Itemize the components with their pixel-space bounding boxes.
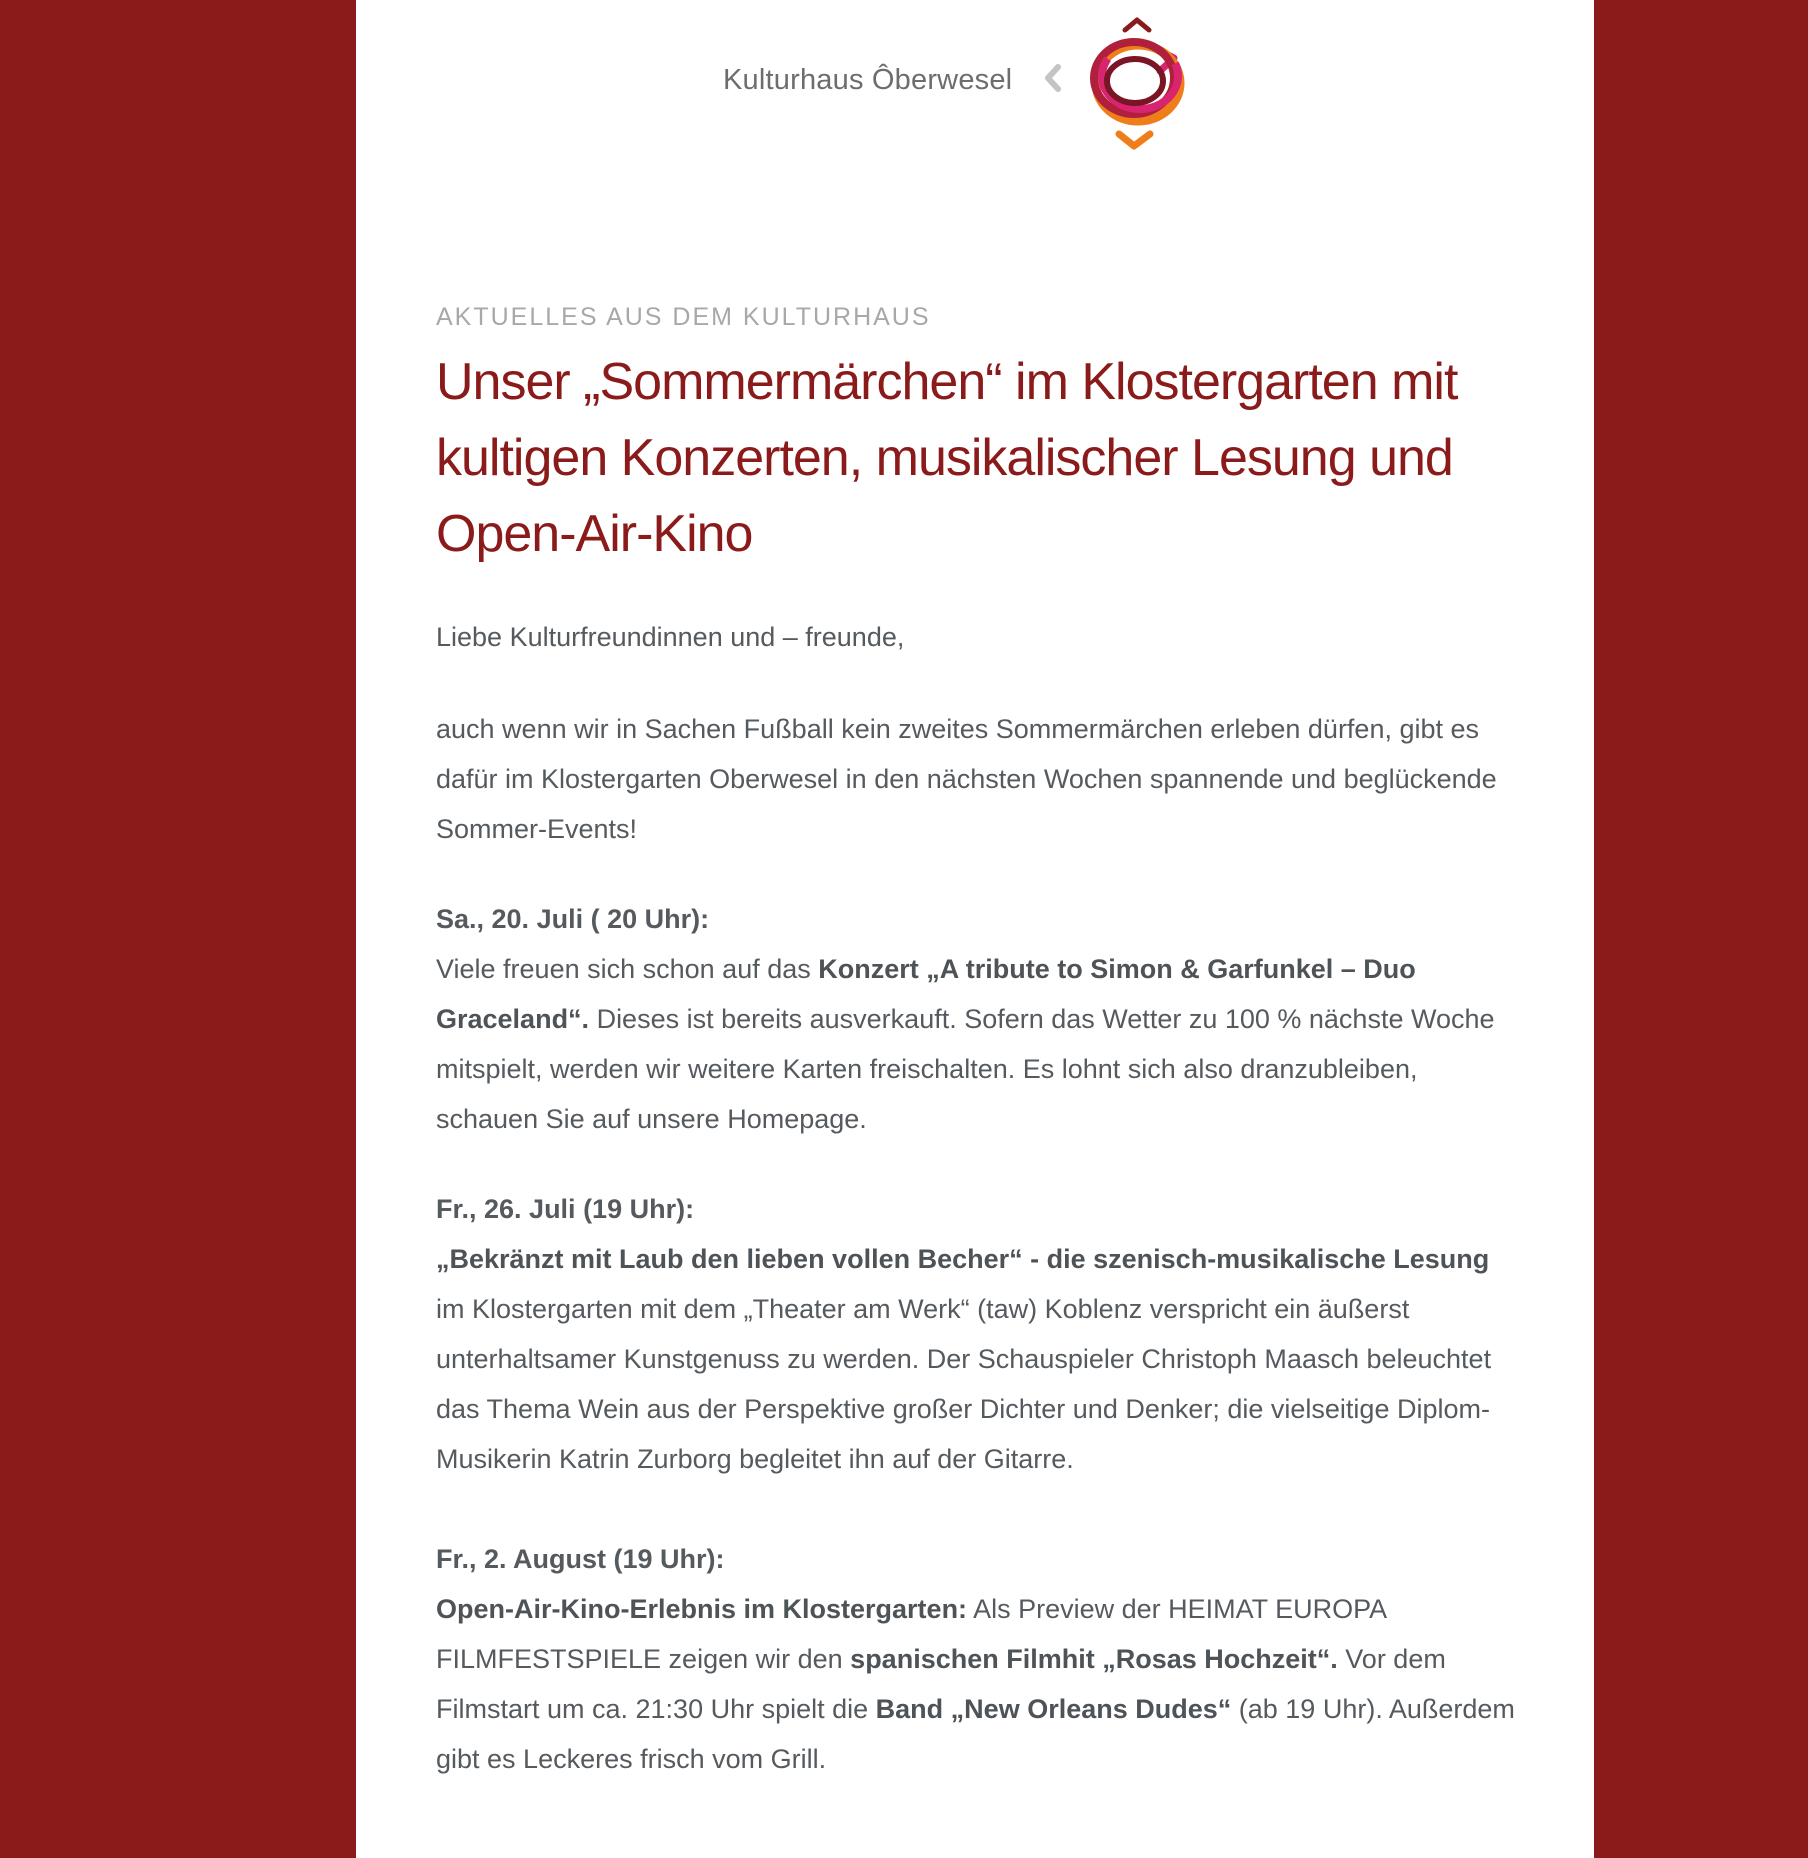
event-2-title: „Bekränzt mit Laub den lieben vollen Becher“ - die szenisch-musikalische Lesung	[436, 1244, 1490, 1274]
event-2-date: Fr., 26. Juli (19 Uhr):	[436, 1194, 695, 1224]
logo[interactable]	[356, 0, 1594, 170]
logo-wordmark: Kulturhaus Ôberwesel	[723, 64, 1013, 96]
article	[436, 300, 1516, 1784]
event-3-date: Fr., 2. August (19 Uhr):	[436, 1544, 725, 1574]
greeting: Liebe Kulturfreundinnen und – freunde,	[436, 622, 905, 652]
event-1-description	[436, 944, 1516, 1144]
event-3-band: Band „New Orleans Dudes“	[875, 1694, 1232, 1724]
event-1-text: Viele freuen sich schon auf das	[436, 954, 819, 984]
article-kicker: AKTUELLES AUS DEM KULTURHAUS	[436, 303, 931, 331]
event-3-text-end: (ab 19 Uhr). Außerdem gibt es Leckeres frisch vom Grill.	[436, 1694, 1515, 1774]
event-3-description	[436, 1584, 1516, 1784]
event-1-text-cont: Dieses ist bereits ausverkauft. Sofern das Wetter zu 100 % nächste Woche mitspielt, werden wir weitere Karten freischalten. Es lohnt sich also dranzubleiben, schauen Sie auf unsere Homepage.	[436, 1004, 1495, 1134]
intro-paragraph: auch wenn wir in Sachen Fußball kein zweites Sommermärchen erleben dürfen, gibt es dafür im Klostergarten Oberwesel in den nächsten Wochen spannende und beglückende Sommer-Events!	[436, 714, 1497, 844]
event-3-text-cont: Vor dem Filmstart um ca. 21:30 Uhr spielt die	[436, 1644, 1446, 1724]
article-headline: Unser „Sommermärchen“ im Klostergarten mit kultigen Konzerten, musikalischer Lesung und Open-Air-Kino	[436, 353, 1458, 563]
event-2-description	[436, 1234, 1516, 1484]
logo-ring-icon	[1026, 8, 1196, 158]
event-3-text: Als Preview der HEIMAT EUROPA FILMFESTSPIELE zeigen wir den	[436, 1594, 1386, 1674]
event-3-film: spanischen Filmhit „Rosas Hochzeit“.	[850, 1644, 1338, 1674]
newsletter-page	[356, 0, 1594, 1858]
event-3-title: Open-Air-Kino-Erlebnis im Klostergarten:	[436, 1594, 968, 1624]
event-2-text: im Klostergarten mit dem „Theater am Werk“ (taw) Koblenz verspricht ein äußerst unterhaltsamer Kunstgenuss zu werden. Der Schauspieler Christoph Maasch beleuchtet das Thema Wein aus der Perspektive großer Dichter und Denker; die vielseitige Diplom-Musikerin Katrin Zurborg begleitet ihn auf der Gitarre.	[436, 1294, 1492, 1474]
event-1-title: Konzert „A tribute to Simon & Garfunkel – Duo Graceland“.	[436, 954, 1416, 1034]
event-1-date: Sa., 20. Juli ( 20 Uhr):	[436, 904, 710, 934]
